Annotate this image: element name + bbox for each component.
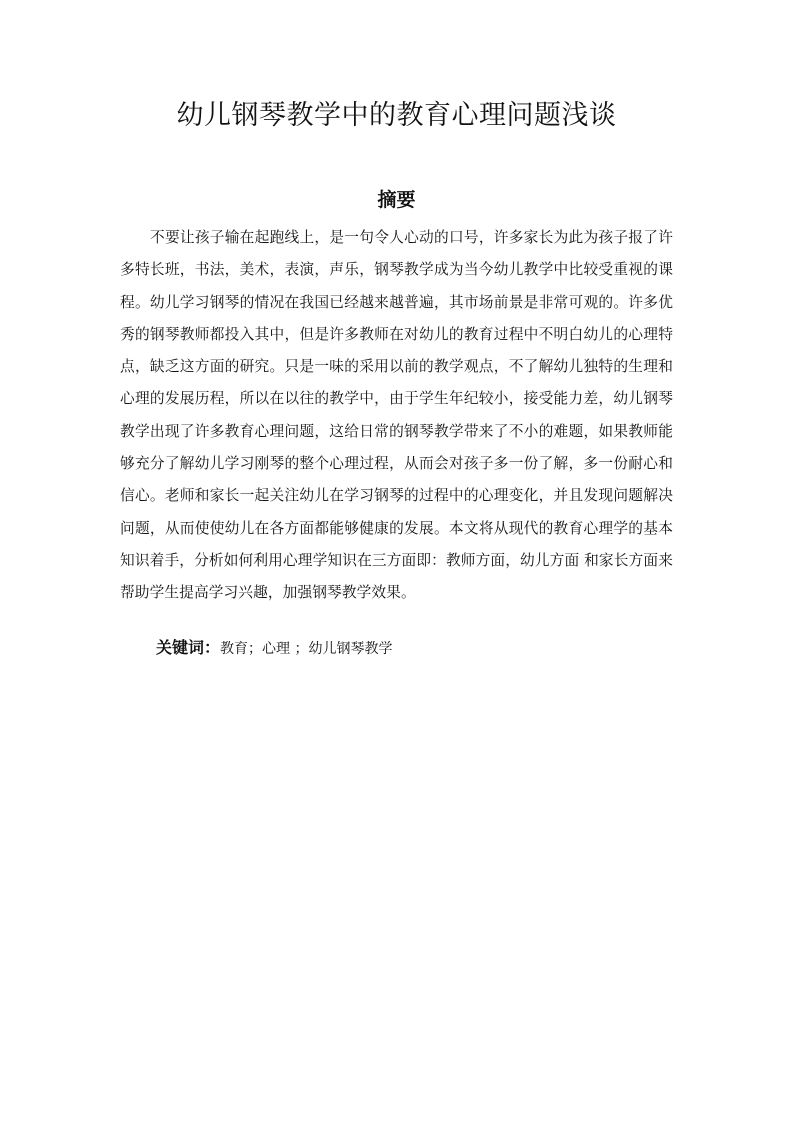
abstract-heading: 摘要: [377, 189, 416, 211]
paper-title: 幼儿钢琴教学中的教育心理问题浅谈: [176, 100, 617, 131]
keywords-values: 教育；心理 ；幼儿钢琴教学: [220, 641, 393, 657]
keywords-label: 关键词：: [156, 638, 221, 657]
keywords-line: [156, 634, 676, 663]
abstract-paragraph: 不要让孩子输在起跑线上，是一句令人心动的口号，许多家长为此为孩子报了许多特长班，书法，美术，表演，声乐，钢琴教学成为当今幼儿教学中比较受重视的课程。幼儿学习钢琴的情况在我国已经越来越普遍，其市场前景是非常可观的。许多优秀的钢琴教师都投入其中，但是许多教师在对幼儿的教育过程中不明白幼儿的心理特点，缺乏这方面的研究。只是一味的采用以前的教学观点，不了解幼儿独特的生理和心理的发展历程，所以在以往的教学中，由于学生年纪较小，接受能力差，幼儿钢琴教学出现了许多教育心理问题，这给日常的钢琴教学带来了不小的难题，如果教师能够充分了解幼儿学习刚琴的整个心理过程，从而会对孩子多一份了解，多一份耐心和信心。老师和家长一起关注幼儿在学习钢琴的过程中的心理变化，并且发现问题解决问题，从而使使幼儿在各方面都能够健康的发展。本文将从现代的教育心理学的基本知识着手，分析如何利用心理学知识在三方面即：教师方面，幼儿方面 和家长方面来帮助学生提高学习兴趣，加强钢琴教学效果。: [120, 229, 673, 602]
